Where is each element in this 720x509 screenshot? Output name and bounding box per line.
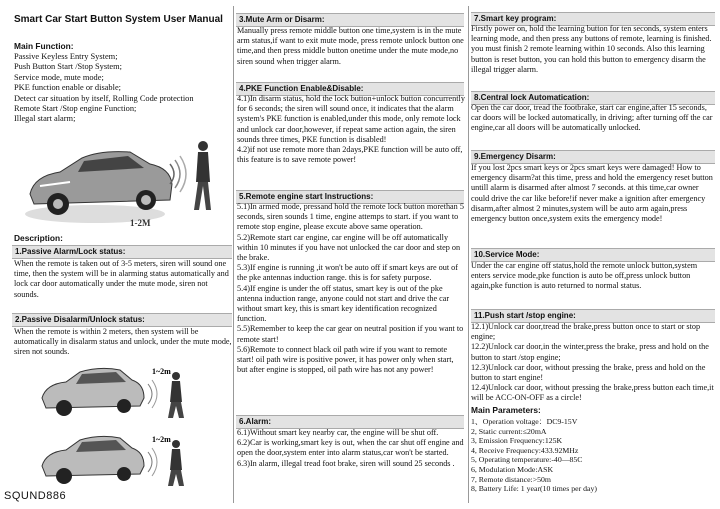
- car-keyless-illustration: [20, 134, 220, 230]
- emergency-text: If you lost 2pcs smart keys or 2pcs smart keys were damaged! How to emergency disarm?at this time, press and hold the emergency reset button untill alarm is disarmed after almost 7 seconds. at this time,car owner could drive the car like before!if never make a ignition after emergency disarm,after almost 2 minutes,system will be auto arm again,press emergency button once,system exits the emergency mode!: [471, 163, 713, 224]
- distance-label-top: 1~2m: [152, 367, 171, 376]
- passive-alarm-text: When the remote is taken out of 3-5 meters, siren will sound one time, then the system will be in alarming status automatically and lock car door automatically under the mute mode, siren not sounds.: [14, 259, 229, 299]
- emergency-heading: 9.Emergency Disarm:: [471, 150, 715, 164]
- service-text: Under the car engine off status,hold the remote unlock button,system enters service mode,pke function is auto be off,press unlock button again,pke function is auto returned to normal status.: [471, 261, 698, 291]
- remote-start-heading: 5.Remote engine start Instructions:: [236, 190, 464, 204]
- model-number: SQUND886: [4, 490, 67, 502]
- pke-heading: 4.PKE Function Enable&Disable:: [236, 82, 464, 96]
- mute-heading: 3.Mute Arm or Disarm:: [236, 13, 464, 27]
- service-heading: 10.Service Mode:: [471, 248, 715, 262]
- pke-text: 4.1)In disarm status, hold the lock button+unlock button concurrently for 6 seconds; the siren will sound once, it indicates that the alarm system's PKE function is enabled,under this mode, only remote lock and unlock car door,however, if repeat same action again, the siren sounds three times, PKE function is disabled! 4.2)if not use remote more than 2days,PKE function will be auto off, this feature is to save remote power!: [237, 94, 465, 165]
- car-approach-illustration: [40, 430, 190, 488]
- smart-key-heading: 7.Smart key program:: [471, 12, 715, 26]
- push-start-text: 12.1)Unlock car door,tread the brake,press button once to start or stop engine; 12.2)Unlock car door,in the winter,press the brake, press and hold on the button to start /stop engine; 12.3)Unlock car door, without pressing the brake, press and hold on the button to start engine! 12.4)Unlock car door, without pressing the brake,press button each time,it will be ACC-ON-OFF as a circle!: [471, 322, 714, 403]
- distance-label: 1-2M: [130, 218, 151, 228]
- passive-disalarm-heading: 2.Passive Disalarm/Unlock status:: [12, 313, 232, 327]
- params-heading: Main Parameters:: [471, 405, 541, 415]
- car-walk-away-illustration: [40, 362, 190, 420]
- description-heading: Description:: [14, 233, 63, 243]
- passive-disalarm-text: When the remote is within 2 meters, then system will be automatically in disalarm status and unlock, under the mute mode, siren not sounds.: [14, 327, 232, 357]
- column-2: [234, 0, 467, 509]
- central-lock-heading: 8.Central lock Automatication:: [471, 91, 715, 105]
- push-start-heading: 11.Push start /stop engine:: [471, 309, 715, 323]
- main-function-heading: Main Function:: [14, 41, 74, 51]
- column-1: [0, 0, 232, 509]
- central-lock-text: Open the car door, tread the footbrake, start car engine,after 15 seconds, car doors will be locked automatically, in driving; after turning off the car engine,car all doors will be automatically unlocked.: [471, 103, 713, 133]
- mute-text: Manually press remote middle button one time,system is in the mute arm status,if want to exit mute mode, press remote unlock button one time,and then press middle button onetime under the mute mode,no siren sound when trigger alarm.: [237, 26, 464, 66]
- alarm-text: 6.1)Without smart key nearby car, the engine will be shut off. 6.2)Car is working,smart key is out, when the car shut off engine and open the door,system enter into alarm status,car won't be started. 6.3)In alarm, illegal tread foot brake, siren will sound 25 seconds .: [237, 428, 464, 468]
- passive-alarm-heading: 1.Passive Alarm/Lock status:: [12, 245, 232, 259]
- params-list: 1、Operation voltage：DC9-15V 2, Static current:≤20mA 3, Emission Frequency:125K 4, Receive Frequency:433.92MHz 5, Operating temperature:-40—85C 6, Modulation Mode:ASK 7, Remote distance:>50m 8, Battery Life: 1 year(10 times per day): [471, 417, 598, 494]
- manual-title: Smart Car Start Button System User Manual: [14, 14, 223, 25]
- alarm-heading: 6.Alarm:: [236, 415, 464, 429]
- remote-start-text: 5.1)In armed mode, pressand hold the remote lock button morethan 5 seconds, siren sounds 1 time, engine attemps to start. if you want to remote stop engine, please excute above same operation. 5.2)Remote start car engine, car engine will be off automatically within 10 minutes if you have not unlocked the car door and step on the brake. 5.3)If engine is running ,it won't be auto off if smart keys are out of the pke antennas induction range. this is for safety purpose. 5.4)If engine is under the off status, smart key is out of the pke antenna induction range, anyone could not start and drive the car without smart key, this is smart key identification recognized function. 5.5)Remember to keep the car gear on neutral position if you want to remote start! 5.6)Remote to connect black oil path wire if you want to remote start! oil path wire is positive power, it has power only when start, but after engine is stopped, oil path wire has not any power!: [237, 202, 464, 375]
- column-3: [469, 0, 720, 509]
- distance-label-bottom: 1~2m: [152, 435, 171, 444]
- main-function-list: Passive Keyless Entry System; Push Button Start /Stop System; Service mode, mute mode; PKE function enable or disable; Detect car situation by itself, Rolling Code protection Remote Start /Stop engine Function; Illegal start alarm;: [14, 52, 194, 124]
- smart-key-text: Firstly power on, hold the learning button for ten seconds, system enters learning mode, and then press any buttons of remote, learning is finished. you must finish 2 remote learning within 10 seconds. Also this learning button is reset button, you can hold this button to emergency disarm the illegal trigger alarm.: [471, 24, 712, 74]
